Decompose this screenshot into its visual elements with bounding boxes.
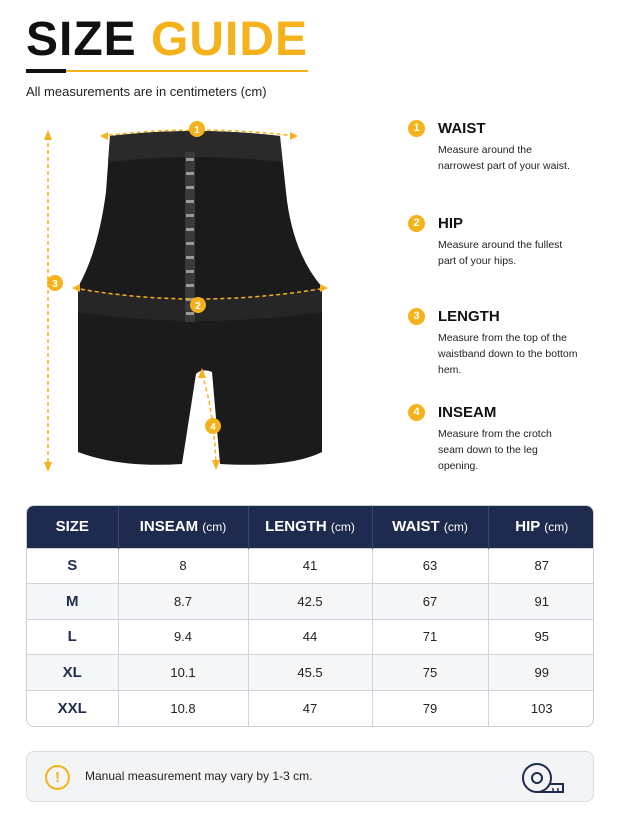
legend-title: INSEAM	[438, 404, 497, 421]
hip-arrow-right	[320, 284, 328, 292]
note-text: Manual measurement may vary by 1-3 cm.	[85, 769, 313, 783]
cell-size: S	[27, 548, 118, 584]
cell-size: M	[27, 584, 118, 620]
marker-hip-label: 2	[195, 301, 201, 312]
header-hip: HIP (cm)	[488, 506, 594, 548]
inseam-arrow-bottom	[212, 460, 220, 470]
marker-inseam-label: 4	[210, 422, 216, 433]
header-length: LENGTH (cm)	[248, 506, 372, 548]
cell-length: 44	[248, 619, 372, 655]
marker-waist-label: 1	[194, 125, 200, 136]
table-row	[27, 584, 594, 620]
legend-number-badge: 2	[408, 215, 425, 232]
cell-waist: 63	[372, 548, 488, 584]
product-illustration	[30, 112, 350, 482]
cell-waist: 67	[372, 584, 488, 620]
length-arrow-top	[44, 130, 52, 140]
legend-title: WAIST	[438, 120, 486, 137]
waist-arrow-left	[100, 132, 108, 140]
cell-inseam: 9.4	[118, 619, 248, 655]
cell-waist: 79	[372, 690, 488, 726]
cell-length: 45.5	[248, 655, 372, 691]
title-word-size: SIZE	[26, 13, 137, 66]
header-size: SIZE	[27, 506, 118, 548]
waist-arrow-right	[290, 132, 298, 140]
cell-hip: 91	[488, 584, 594, 620]
hook-closure	[186, 152, 194, 322]
cell-waist: 71	[372, 619, 488, 655]
cell-hip: 103	[488, 690, 594, 726]
size-table	[26, 505, 594, 727]
legend-number-badge: 3	[408, 308, 425, 325]
cell-size: XL	[27, 655, 118, 691]
marker-length	[47, 275, 63, 291]
marker-hip	[190, 297, 206, 313]
legend-title: HIP	[438, 215, 464, 232]
exclamation-circle-icon: !	[45, 765, 70, 790]
legend-title: LENGTH	[438, 308, 500, 325]
marker-inseam	[205, 418, 221, 434]
marker-waist	[189, 121, 205, 137]
title-underline-accent	[26, 69, 66, 73]
cell-inseam: 10.1	[118, 655, 248, 691]
legend-description: Measure from the crotch seam down to the leg opening.	[438, 428, 552, 472]
cell-length: 42.5	[248, 584, 372, 620]
cell-length: 47	[248, 690, 372, 726]
shorts-diagram	[30, 112, 350, 482]
table-header-row	[27, 506, 594, 548]
legend-description: Measure around the narrowest part of your waist.	[438, 144, 570, 172]
cell-inseam: 8	[118, 548, 248, 584]
cell-hip: 95	[488, 619, 594, 655]
table-row	[27, 690, 594, 726]
cell-hip: 99	[488, 655, 594, 691]
cell-size: L	[27, 619, 118, 655]
cell-hip: 87	[488, 548, 594, 584]
subtitle: All measurements are in centimeters (cm)	[26, 84, 267, 99]
table-row	[27, 548, 594, 584]
cell-size: XXL	[27, 690, 118, 726]
measurement-note	[26, 751, 594, 802]
header-waist: WAIST (cm)	[372, 506, 488, 548]
cell-waist: 75	[372, 655, 488, 691]
measuring-tape-icon	[519, 758, 567, 798]
legend-number-badge: 4	[408, 404, 425, 421]
table-row	[27, 619, 594, 655]
legend-description: Measure around the fullest part of your hips.	[438, 239, 563, 267]
title-underline	[26, 70, 308, 72]
page-title	[26, 14, 308, 66]
header-inseam: INSEAM (cm)	[118, 506, 248, 548]
cell-length: 41	[248, 548, 372, 584]
length-arrow-bottom	[44, 462, 52, 472]
title-word-guide: GUIDE	[151, 13, 309, 66]
legend-description: Measure from the top of the waistband down to the bottom hem.	[438, 332, 578, 376]
cell-inseam: 8.7	[118, 584, 248, 620]
hip-arrow-left	[72, 284, 80, 292]
cell-inseam: 10.8	[118, 690, 248, 726]
legend-number-badge: 1	[408, 120, 425, 137]
table-row	[27, 655, 594, 691]
marker-length-label: 3	[52, 279, 58, 290]
